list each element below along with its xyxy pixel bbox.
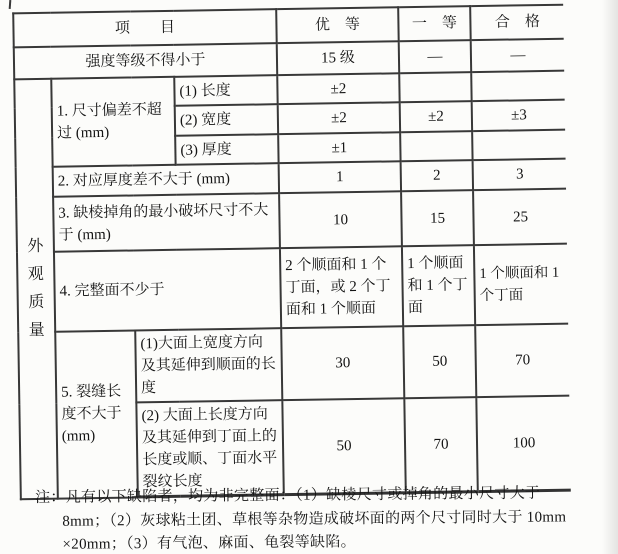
table-row [17, 244, 568, 333]
strength-qualified: — [471, 39, 564, 72]
row3-premium: 10 [279, 191, 402, 248]
footnote-line-2: 8mm；（2）灰球粘土团、草根等杂物造成破坏面的两个尺寸同时大于 10mm [62, 508, 567, 530]
row1-sub2-premium: ±2 [278, 102, 400, 134]
row1-sub2-qualified: ±3 [472, 100, 565, 131]
row5-sub2-qualified: 100 [476, 396, 570, 492]
row2-qualified: 3 [473, 159, 566, 190]
row5-sub1-qualified: 70 [475, 324, 569, 397]
header-grade-qualified: 合 格 [470, 5, 564, 40]
row4-label: 4. 完整面不少于 [54, 248, 281, 332]
row5-sub1-label: (1)大面上宽度方向及其延伸到顺面的长度 [135, 328, 282, 402]
row4-first: 1 个顺面和 1 个丁面 [402, 245, 475, 326]
row3-label: 3. 缺棱掉角的最小破坏尺寸不大于 (mm) [53, 193, 280, 252]
row1-sub2-first: ±2 [400, 101, 472, 132]
scan-shadow-right-edge [602, 0, 618, 554]
row5-sub1-first: 50 [403, 325, 476, 398]
row1-sub1-first [399, 72, 471, 102]
header-grade-first: 一 等 [398, 6, 471, 41]
row1-sub1-qualified [471, 71, 564, 101]
row1-label: 1. 尺寸偏差不超过 (mm) [51, 77, 175, 167]
row2-first: 2 [401, 160, 473, 191]
footnote-line-3: ×20mm；（3）有气泡、麻面、龟裂等缺陷。 [62, 534, 356, 553]
row5-sub1-premium: 30 [281, 326, 404, 400]
row5-sub2-premium: 50 [282, 398, 405, 494]
row1-sub3-premium: ±1 [278, 132, 400, 163]
table-row [18, 324, 569, 405]
scanned-table-sheet [12, 4, 570, 501]
row1-sub2-label: (2) 宽度 [175, 104, 278, 136]
row1-sub3-qualified [472, 130, 565, 160]
row1-sub1-premium: ±2 [277, 73, 399, 104]
row1-sub3-first [400, 131, 472, 161]
strength-label: 强度等级不得小于 [14, 43, 277, 79]
row4-premium: 2 个顺面和 1 个丁面，或 2 个丁面和 1 个顺面 [280, 246, 403, 328]
row4-qualified: 1 个顺面和 1 个丁面 [474, 244, 568, 325]
row1-sub1-label: (1) 长度 [174, 75, 277, 106]
scan-artifact-tick [9, 0, 12, 9]
footnote [35, 482, 596, 554]
row2-label: 2. 对应厚度差不大于 (mm) [53, 163, 279, 197]
spec-table [12, 4, 571, 501]
side-label-text: 外观质量 [27, 237, 45, 339]
row2-premium: 1 [279, 161, 401, 193]
header-grade-premium: 优 等 [276, 7, 399, 43]
row5-label: 5. 裂缝长度不大于 (mm) [55, 330, 138, 498]
row3-qualified: 25 [473, 189, 567, 245]
strength-first: — [399, 40, 471, 73]
table-row [16, 189, 567, 253]
footnote-line-1: 注：凡有以下缺陷者，均为非完整面：（1）缺棱尺寸或掉角的最小尺寸大于 [35, 485, 541, 506]
row3-first: 15 [401, 190, 474, 246]
strength-premium: 15 级 [277, 41, 399, 75]
row5-sub2-first: 70 [404, 397, 477, 493]
row1-sub3-label: (3) 厚度 [175, 134, 278, 165]
header-item: 项 目 [13, 9, 277, 47]
row5-sub2-label: (2) 大面上长度方向及其延伸到丁面上的长度或顺、丁面水平裂纹长度 [136, 400, 283, 497]
